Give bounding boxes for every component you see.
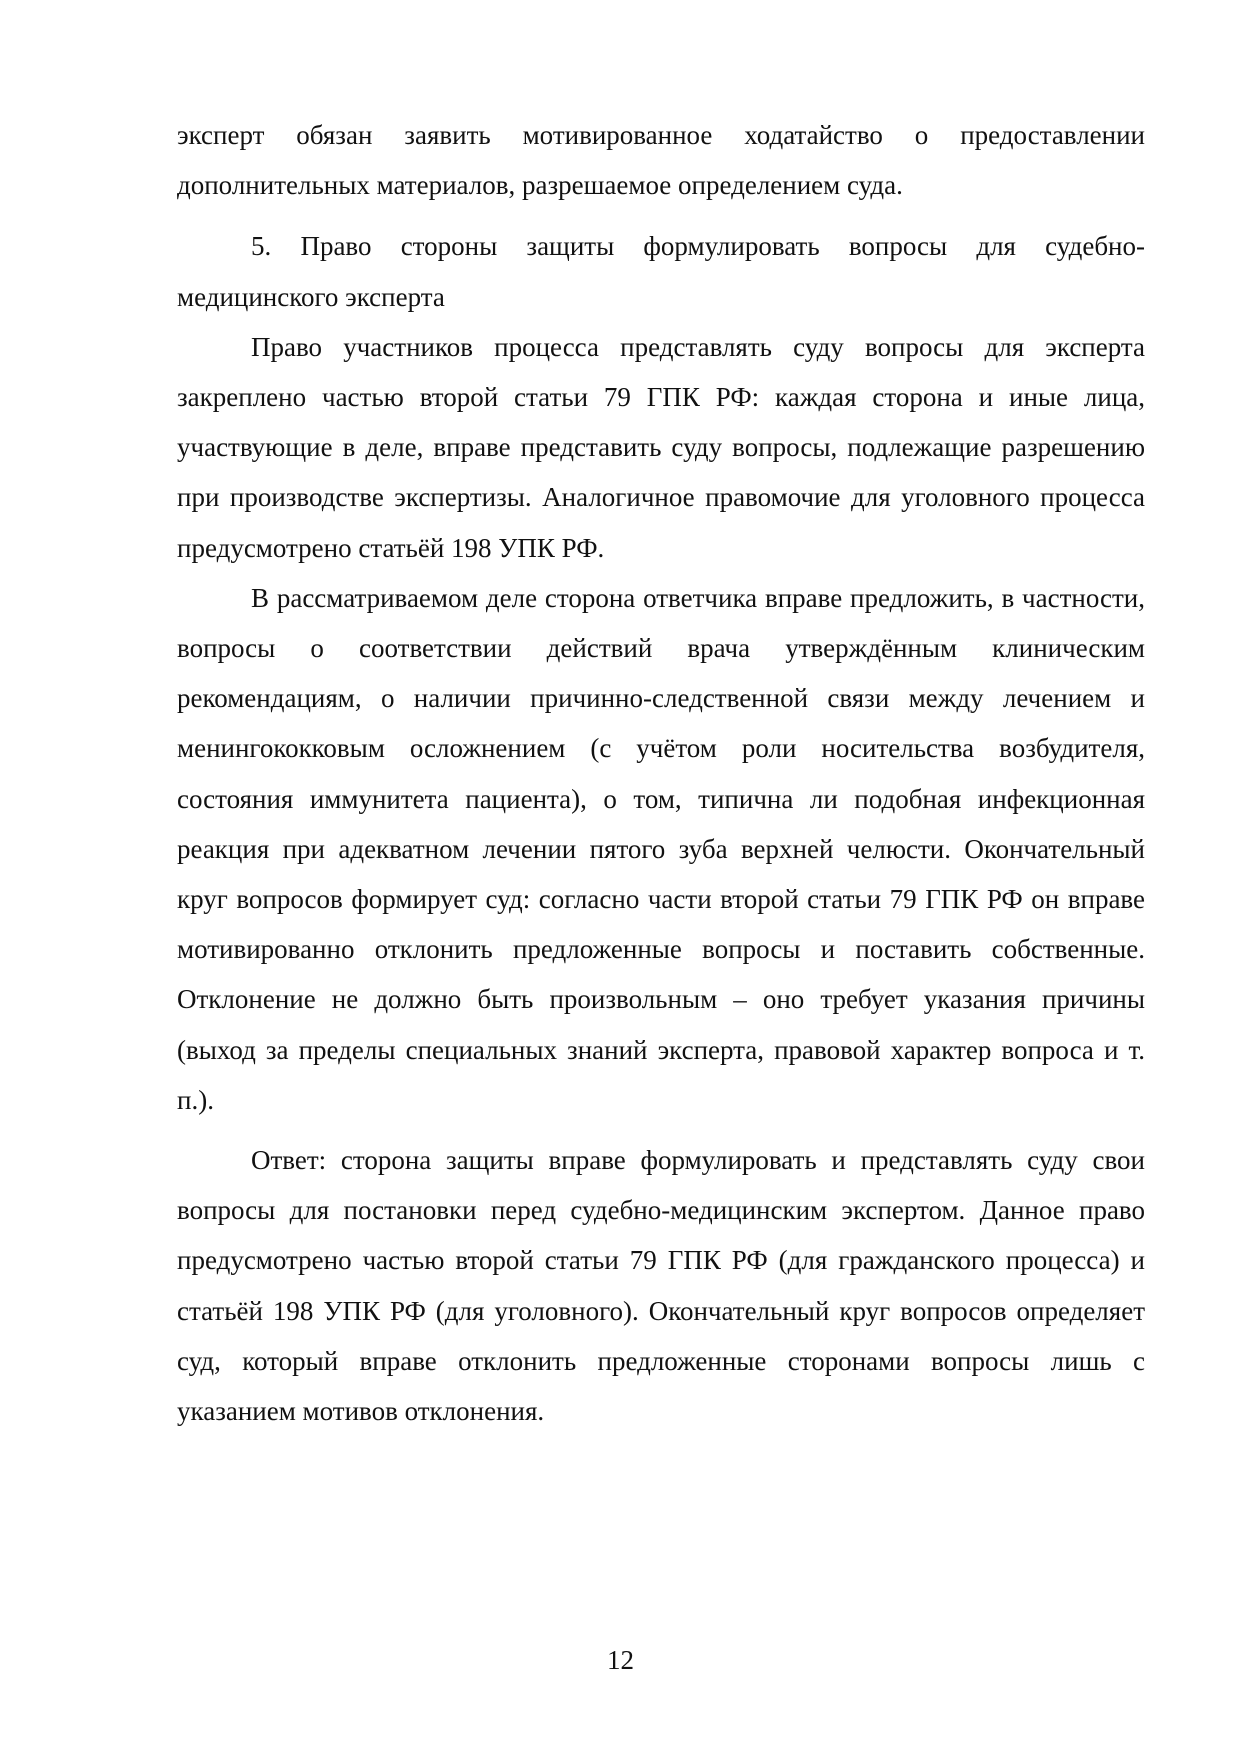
paragraph-answer: Ответ: сторона защиты вправе формулировать и представлять суду свои вопросы для постановки перед судебно-медицинским экспертом. Данное право предусмотрено частью второй статьи 79 ГПК РФ (для гражданского процесса) и статьёй 198 УПК РФ (для уголовного). Окончательный круг вопросов определяет суд, который вправе отклонить предложенные сторонами вопросы лишь с указанием мотивов отклонения. xyxy=(177,1145,1145,1427)
paragraph-legal-basis: Право участников процесса представлять суду вопросы для эксперта закреплено частью второй статьи 79 ГПК РФ: каждая сторона и иные лица, участвующие в деле, вправе представить суду вопросы, подлежащие разрешению при производстве экспертизы. Аналогичное правомочие для уголовного процесса предусмотрено статьёй 198 УПК РФ. xyxy=(177,331,1145,563)
section-heading: 5. Право стороны защиты формулировать вопросы для судебно-медицинского эксперта xyxy=(177,231,1145,312)
paragraph-case-analysis: В рассматриваемом деле сторона ответчика вправе предложить, в частности, вопросы о соответствии действий врача утверждённым клиническим рекомендациям, о наличии причинно-следственной связи между лечением и менингококковым осложнением (с учётом роли носительства возбудителя, состояния иммунитета пациента), о том, типична ли подобная инфекционная реакция при адекватном лечении пятого зуба верхней челюсти. Окончательный круг вопросов формирует суд: согласно части второй статьи 79 ГПК РФ он вправе мотивированно отклонить предложенные вопросы и поставить собственные. Отклонение не должно быть произвольным – оно требует указания причины (выход за пределы специальных знаний эксперта, правовой характер вопроса и т. п.). xyxy=(177,582,1145,1115)
page-body xyxy=(177,110,1145,1436)
page-number: 12 xyxy=(607,1645,634,1675)
paragraph-continuation: эксперт обязан заявить мотивированное ходатайство о предоставлении дополнительных материалов, разрешаемое определением суда. xyxy=(177,120,1145,201)
